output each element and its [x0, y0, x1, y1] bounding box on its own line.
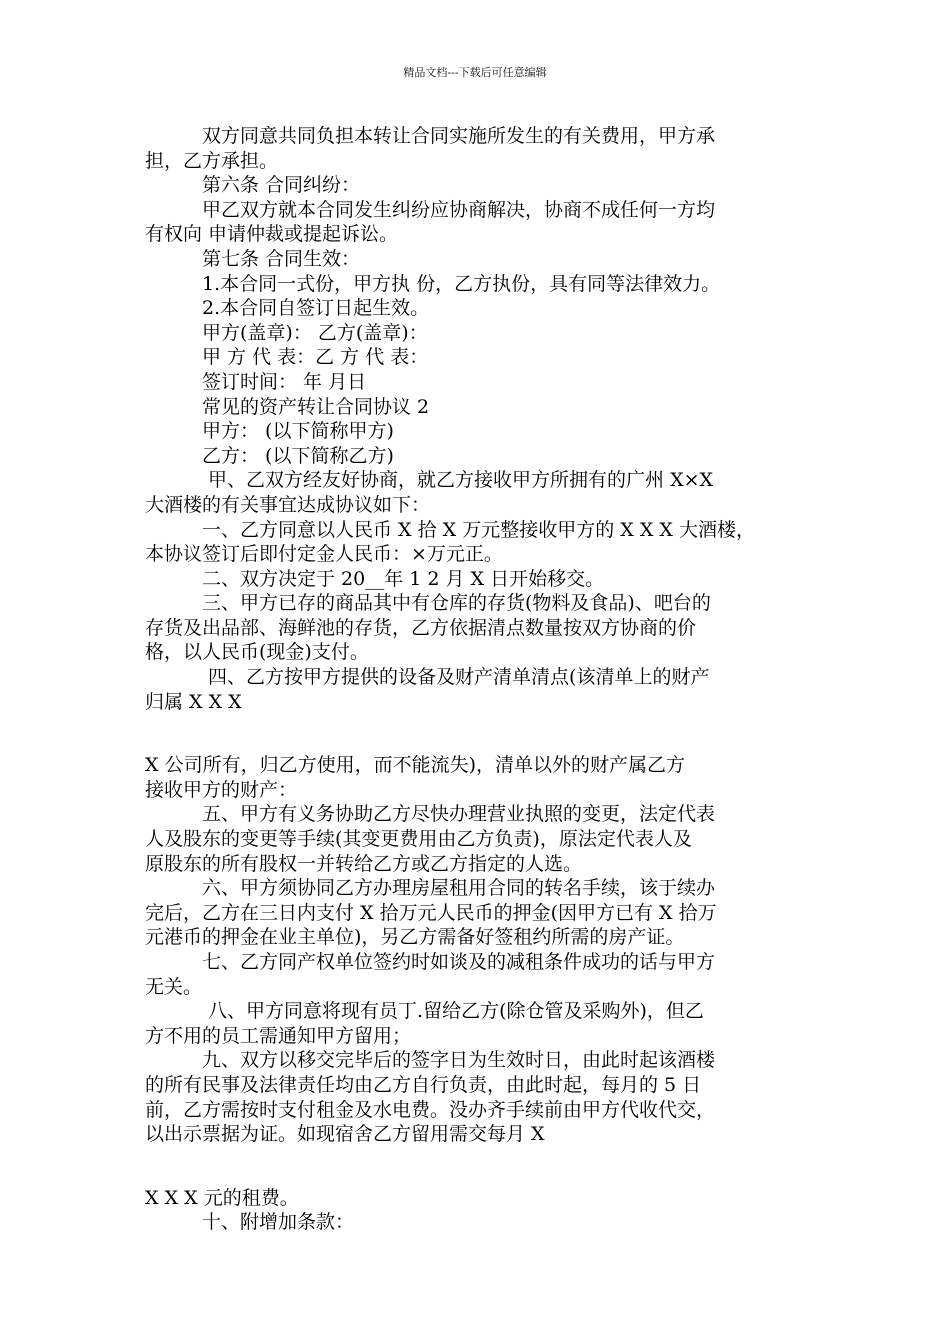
text-line: 人及股东的变更等手续(其变更费用由乙方负责)，原法定代表人及 [145, 828, 692, 851]
paragraph-gap [145, 1147, 815, 1186]
signing-date-line: 签订时间： 年 月日 [145, 370, 367, 393]
text-line: 二、双方决定于 20__年 1 2 月 X 日开始移交。 [145, 567, 605, 590]
block-1 [145, 124, 815, 714]
text-line: 接收甲方的财产： [145, 778, 298, 801]
article-7-heading: 第七条 合同生效： [145, 247, 361, 270]
text-line: 有权向 申请仲裁或提起诉讼。 [145, 223, 399, 246]
text-line: 五、甲方有义务协助乙方尽快办理营业执照的变更，法定代表 [145, 803, 716, 826]
text-line: 四、乙方按甲方提供的设备及财产清单清点(该清单上的财产 [145, 666, 710, 689]
block-3 [145, 1186, 815, 1235]
paragraph-gap [145, 714, 815, 753]
text-line: 方不用的员工需通知甲方留用； [145, 1024, 412, 1047]
text-line: 八、甲方同意将现有员丁.留给乙方(除仓管及采购外)，但乙 [145, 1000, 704, 1023]
text-line: 无关。 [145, 975, 203, 998]
text-line: 以出示票据为证。如现宿舍乙方留用需交每月 X [145, 1123, 545, 1146]
text-line: 原股东的所有股权一并转给乙方或乙方指定的人选。 [145, 852, 583, 875]
text-line: 三、甲方已存的商品其中有仓库的存货(物料及食品)、吧台的 [145, 592, 711, 615]
document-body [145, 124, 815, 1235]
text-line: 大酒楼的有关事宜达成协议如下： [145, 493, 431, 516]
text-line: 甲、乙双方经友好协商，就乙方接收甲方所拥有的广州 X×X [145, 469, 714, 492]
text-line: 格，以人民币(现金)支付。 [145, 641, 369, 664]
text-line: 七、乙方同产权单位签约时如谈及的减租条件成功的话与甲方 [145, 951, 716, 973]
text-line: 双方同意共同负担本转让合同实施所发生的有关费用，甲方承 [145, 125, 716, 147]
article-6-heading: 第六条 合同纠纷： [145, 174, 361, 197]
signature-party-line: 甲方(盖章)： 乙方(盖章)： [145, 321, 428, 344]
text-line: 九、双方以移交完毕后的签字日为生效时日，由此时起该酒楼 [145, 1049, 716, 1072]
page-header: 精品文档---下载后可任意编辑 [403, 66, 547, 79]
block-2 [145, 753, 815, 1147]
agreement-2-title: 常见的资产转让合同协议 2 [145, 395, 430, 418]
text-line: 完后，乙方在三日内支付 X 拾万元人民币的押金(因甲方已有 X 拾万 [145, 901, 717, 924]
text-line: 担，乙方承担。 [145, 149, 279, 172]
text-line: 本协议签订后即付定金人民币：×万元正。 [145, 543, 503, 566]
text-line: 存货及出品部、海鲜池的存货，乙方依据清点数量按双方协商的价 [145, 616, 697, 639]
party-a-line: 甲方： (以下简称甲方) [145, 420, 394, 443]
text-line: 一、乙方同意以人民币 X 拾 X 万元整接收甲方的 X X X 大酒楼， [145, 518, 755, 541]
text-line: 元港币的押金在业主单位)，另乙方需备好签租约所需的房产证。 [145, 926, 685, 949]
text-line: X X X 元的租费。 [145, 1186, 299, 1209]
text-line: 1.本合同一式份，甲方执 份，乙方执份，具有同等法律效力。 [145, 272, 721, 295]
additional-terms-heading: 十、附增加条款： [145, 1211, 355, 1234]
party-b-line: 乙方： (以下简称乙方) [145, 444, 394, 467]
text-line: 的所有民事及法律责任均由乙方自行负责，由此时起，每月的 5 日 [145, 1073, 702, 1096]
text-line: 六、甲方须协同乙方办理房屋租用合同的转名手续，该于续办 [145, 877, 716, 900]
text-line: 2.本合同自签订日起生效。 [145, 297, 430, 320]
text-line: 前，乙方需按时支付租金及水电费。没办齐手续前由甲方代收代交， [145, 1098, 716, 1121]
representative-line: 甲 方 代 表：乙 方 代 表： [145, 346, 429, 369]
text-line: 甲乙双方就本合同发生纠纷应协商解决，协商不成任何一方均 [145, 198, 716, 221]
text-line: X 公司所有，归乙方使用，而不能流失)，清单以外的财产属乙方 [145, 754, 685, 777]
text-line: 归属 X X X [145, 690, 242, 713]
